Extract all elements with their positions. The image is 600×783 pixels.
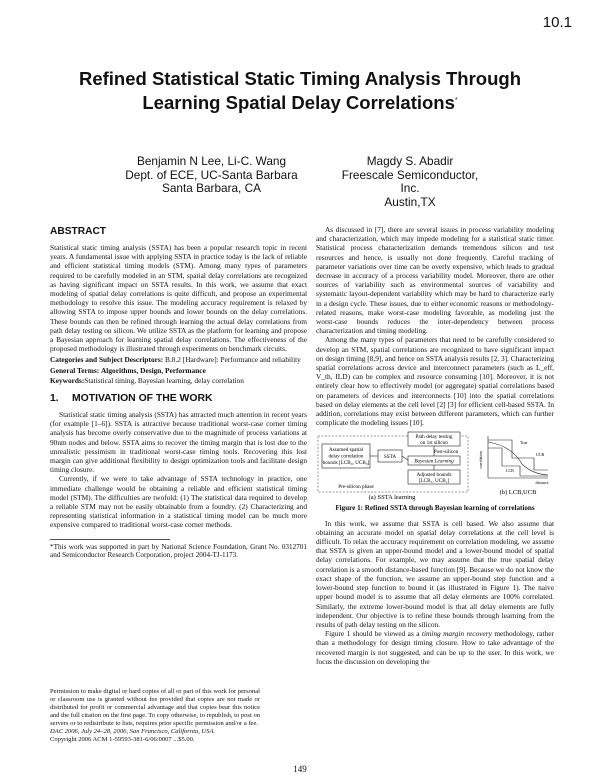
path-line-2: on 1st silicon xyxy=(420,440,448,447)
figure-1-caption: Figure 1: Refined SSTA through Bayesian learning of correlations xyxy=(335,504,535,513)
author-affiliation: Freescale Semiconductor, Inc. xyxy=(341,167,479,195)
author-affiliation: Dept. of ECE, UC-Santa Barbara xyxy=(125,167,298,182)
general-terms xyxy=(50,366,307,375)
author-block-1 xyxy=(104,155,319,196)
true-label: True xyxy=(520,440,528,446)
section-1-title: MOTIVATION OF THE WORK xyxy=(72,393,213,405)
categories-text: B.8.2 [Hardware]: Performance and reliability xyxy=(165,355,301,365)
title-line-1: Refined Statistical Static Timing Analysis Through xyxy=(78,68,522,89)
figure-1-diagram xyxy=(316,430,554,502)
keywords-label: Keywords: xyxy=(50,375,85,385)
right-column xyxy=(316,225,554,666)
conference-line: DAC 2006, July 24–28, 2006, San Francisco, California, USA. xyxy=(50,728,216,735)
right-paragraph-2: Among the many types of parameters that need to be carefully considered to develop an STM, spatial correlations are recognized to have significant impact on design timing [8,9], and hence on SSTA analysis results [2, 3]. Characterizing spatial correlations across device and interconnect parameters (such as L_eff, V_th, ILD) can be complex and resource consuming [10]. Moreover, it is not entirely clear how to effectively model (or aggregate) spatial correlations based on parameters of devices and interconnects [10] into the spatial correlations based on delay elements at the cell level [2] [3] for efficient cell-based SSTA. In addition, correlations may exist between different parameters, which can further complicate the modeling issues [10]. xyxy=(316,335,554,428)
paper-title xyxy=(30,68,570,114)
general-terms-label: General Terms: xyxy=(50,365,100,375)
section-1-paragraph-2: Currently, if we were to take advantage of SSTA technology in practice, one immediate challenge would be obtaining a reliable and efficient statistical timing model (STM). The difficulties are twofold: (1) The statistical data required to develop a reliable STM may not be easily obtainable from a foundry. (2) Characterizing and representing statistical information in a statistical timing model can be much more expensive compared to traditional worst-case corner methods. xyxy=(50,474,307,530)
keywords-text: Statistical timing, Bayesian learning, delay correlation xyxy=(84,375,244,385)
right-paragraph-4: Figure 1 should be viewed as a timing margin recovery methodology, rather than a methodology for design timing closure. How to take advantage of the recovered margin is not suggested, and can be up to the user. In this work, we focus the discussion on developing the xyxy=(316,629,554,666)
author-location: Austin,TX xyxy=(384,194,436,209)
path-line-1: Path delay testing xyxy=(415,434,453,441)
page-number: 149 xyxy=(293,764,307,774)
plot-x-label: distance xyxy=(535,480,549,486)
footnote: *This work was supported in part by National Science Foundation, Grant No. 0312701 and Semiconductor Research Corporation, project 2004-TJ-1173. xyxy=(50,542,307,560)
section-1-paragraph-1: Statistical static timing analysis (SSTA) has attracted much attention in recent years (for example [1–6]). SSTA is attractive because traditional worst-case corner timing analysis has become overly conservative due to the magnitude of process variations at 90nm nodes and below. SSTA aims to recover the timing margin that is lost due to the unrealistic pessimism in traditional worst-case timing tools. Recovering this lost margin can give additional flexibility to design optimization tools and facilitate design timing closure. xyxy=(50,410,307,475)
post-silicon-label: Post-silicon xyxy=(433,449,459,456)
pre-silicon-label: Pre-silicon phase xyxy=(338,484,374,491)
left-column xyxy=(50,225,307,560)
author-block-2 xyxy=(335,155,485,209)
assumed-line-1: Assumed spatial xyxy=(328,447,364,454)
assumed-line-2: delay correlation xyxy=(328,453,364,460)
categories xyxy=(50,355,307,364)
abstract-body: Statistical static timing analysis (SSTA) has been a popular research topic in recent years. A fundamental issue with applying SSTA in practice today is the lack of reliable and efficient statistical timing models (STM). Among many types of parameters required to be carefully modeled in an STM, spatial delay correlations are recognized as having significant impact on SSTA results. In this work, we assume that exact modeling of spatial delay correlations is quite difficult, and propose an experimental methodology to resolve this issue. The modeling accuracy requirement is relaxed by allowing SSTA to impose upper bounds and lower bounds on the delay correlations. These bounds can then be refined through learning the actual delay correlations from path delay testing on silicon. We utilize SSTA as the platform for learning and propose a Bayesian approach for learning spatial delay correlations. The effectiveness of the proposed methodology is illustrated through experiments on benchmark circuits. xyxy=(50,243,307,354)
title-line-2: Learning Spatial Delay Correlations* xyxy=(142,92,458,114)
emphasis-timing-margin: timing margin recovery xyxy=(421,629,492,639)
subfigure-b-label: (b) LCB,UCB xyxy=(499,489,537,497)
adjusted-line-1: Adjusted bounds xyxy=(416,472,452,479)
plot-y-label: correlation xyxy=(478,451,483,470)
adjusted-line-2: [LCB₁, UCB₁] xyxy=(418,478,450,485)
title-footnote-mark: * xyxy=(454,97,458,104)
section-number: 10.1 xyxy=(542,14,572,31)
general-terms-text: Algorithms, Design, Performance xyxy=(101,365,206,375)
permission-block xyxy=(50,688,260,744)
section-1-number: 1. xyxy=(50,393,59,405)
copyright-line: Copyright 2006 ACM 1-59593-381-6/06/0007 ...$5.00. xyxy=(50,736,195,743)
abstract-heading: ABSTRACT xyxy=(50,226,107,237)
ucb-label: UCB xyxy=(536,452,545,458)
author-names: Benjamin N Lee, Li-C. Wang xyxy=(136,154,287,168)
categories-label: Categories and Subject Descriptors: xyxy=(50,355,164,365)
bayesian-label: Bayesian Learning xyxy=(414,458,454,465)
assumed-line-3: bounds [LCB₀, UCB₀] xyxy=(322,460,370,467)
ssta-label: SSTA xyxy=(383,454,397,461)
arrow-ssta-bayes xyxy=(402,456,408,460)
author-location: Santa Barbara, CA xyxy=(161,181,262,195)
permission-text: Permission to make digital or hard copies of all or part of this work for personal or classroom use is granted without fee provided that copies are not made or distributed for profit or commercial advantage and that copies bear this notice and the full citation on the first page. To copy otherwise, to republish, to post on servers or to redistribute to lists, requires prior specific permission and/or a fee. xyxy=(50,688,260,727)
keywords xyxy=(50,376,307,385)
lcb-label: LCB xyxy=(506,468,514,474)
author-names: Magdy S. Abadir xyxy=(366,154,454,168)
subfigure-a-label: (a) SSTA learning xyxy=(368,494,416,502)
right-paragraph-3: In this work, we assume that SSTA is cell based. We also assume that obtaining an accurate model on spatial delay correlations at the cell level is difficult. To relax the accuracy requirement on correlation modeling, we assume that SSTA is given an upper-bound model and a lower-bound model of spatial delay correlations. For example, we may assume that the true spatial delay correlation is a smooth distance-based function [9]. Because we do not know the exact shape of the function, we assume an upper-bound step function and a lower-bound step function to bound it (as illustrated in Figure 1). The naive upper bound model is to assume that all delay elements are 100% correlated. Similarly, the extreme lower-bound model is that all delay elements are fully independent. Our objective is to refine these bounds through learning from the results of path delay testing on the silicon. xyxy=(316,518,554,629)
section-1-heading xyxy=(50,392,307,406)
right-paragraph-1: As discussed in [7], there are several issues in process variability modeling and characterization, which may impede modeling for a statistical static timer. Statistical process characterization demands tremendous silicon and test resources and hence, is usually not done frequently. Careful tracking of parameter variations over time can be overly expensive, which leads to gradual decrease in accuracy of a process variability model. Moreover, there are other sources of variability such as environmental sources of variability and systematic layout-dependent variability which may be hard to characterize early in a design cycle. These issues, due to either economic reasons or methodology-related reasons, make worst-case modeling favorable, as modeling just the worst-case bounds reduces the inter-dependency between process characterization and timing modeling. xyxy=(316,225,554,336)
